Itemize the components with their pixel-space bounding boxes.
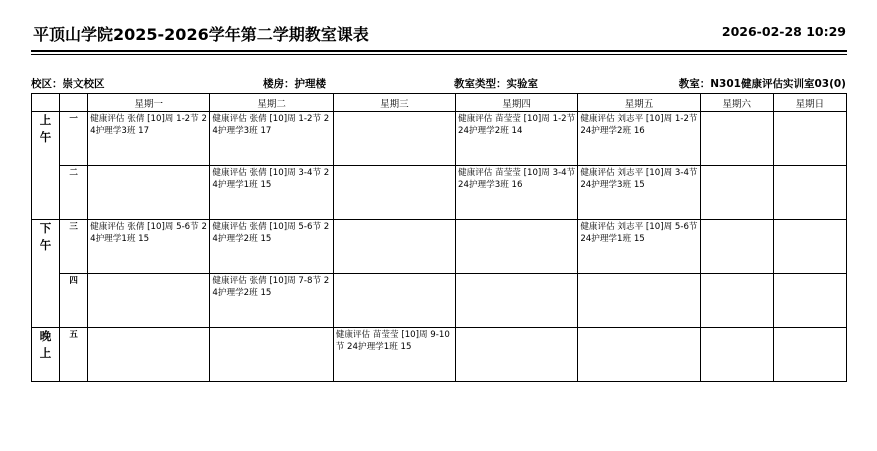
schedule-cell [210, 112, 333, 166]
course-entry: 健康评估 张倩 [10]周 7-8节 24护理学2班 15 [212, 276, 330, 298]
course-entry [578, 274, 699, 275]
day-header: 星期四 [456, 94, 578, 112]
header-rule-thick [31, 50, 847, 52]
course-entry [88, 274, 209, 275]
section-label: 五 [60, 328, 88, 382]
day-header: 星期五 [578, 94, 700, 112]
day-header: 星期二 [210, 94, 333, 112]
section-label: 三 [60, 220, 88, 274]
room-value: N301健康评估实训室03(0) [710, 78, 846, 90]
course-entry [701, 112, 773, 113]
schedule-cell [210, 274, 333, 328]
schedule-cell [700, 112, 773, 166]
course-entry [334, 274, 455, 275]
schedule-cell [578, 166, 700, 220]
schedule-cell [700, 328, 773, 382]
course-entry: 健康评估 刘志平 [10]周 1-2节 24护理学2班 16 [580, 114, 698, 136]
course-entry [456, 220, 577, 221]
course-entry [456, 274, 577, 275]
schedule-cell [700, 274, 773, 328]
corner-cell [32, 94, 60, 112]
room-type-info [454, 76, 538, 91]
period-afternoon: 下 午 [32, 220, 60, 328]
course-entry [88, 166, 209, 167]
campus-info [31, 76, 105, 91]
course-entry [701, 166, 773, 167]
schedule-cell [333, 328, 455, 382]
timetable-row [32, 220, 847, 274]
campus-label: 校区： [31, 78, 63, 90]
room-type-value: 实验室 [506, 78, 538, 90]
schedule-cell [88, 112, 210, 166]
schedule-cell [456, 166, 578, 220]
schedule-cell [773, 328, 846, 382]
room-type-label: 教室类型： [454, 78, 507, 90]
schedule-cell [333, 112, 455, 166]
course-entry [334, 166, 455, 167]
course-entry [774, 112, 846, 113]
schedule-cell [700, 220, 773, 274]
course-entry: 健康评估 苗莹莹 [10]周 9-10节 24护理学1班 15 [335, 330, 450, 352]
day-header: 星期日 [773, 94, 846, 112]
course-entry [334, 220, 455, 221]
schedule-cell [210, 220, 333, 274]
course-entry: 健康评估 张倩 [10]周 1-2节 24护理学3班 17 [212, 114, 330, 136]
course-entry [701, 220, 773, 221]
header-rule-thin [31, 54, 847, 55]
course-entry: 健康评估 张倩 [10]周 1-2节 24护理学3班 17 [90, 114, 207, 136]
schedule-cell [773, 220, 846, 274]
building-value: 护理楼 [294, 78, 326, 90]
schedule-cell [773, 274, 846, 328]
schedule-cell [456, 112, 578, 166]
course-entry [774, 328, 846, 329]
schedule-cell [88, 274, 210, 328]
schedule-cell [210, 166, 333, 220]
course-entry [456, 328, 577, 329]
period-evening: 晚 上 [32, 328, 60, 382]
period-morning: 上 午 [32, 112, 60, 220]
course-entry: 健康评估 刘志平 [10]周 3-4节 24护理学3班 15 [580, 168, 698, 190]
schedule-cell [578, 328, 700, 382]
course-entry [774, 166, 846, 167]
course-entry [88, 328, 209, 329]
schedule-cell [88, 166, 210, 220]
room-label: 教室： [678, 78, 711, 90]
schedule-cell [773, 166, 846, 220]
section-label: 二 [60, 166, 88, 220]
course-entry [334, 112, 455, 113]
day-header: 星期六 [700, 94, 773, 112]
section-label: 四 [60, 274, 88, 328]
schedule-cell [333, 166, 455, 220]
corner-cell [60, 94, 88, 112]
course-entry [210, 328, 332, 329]
schedule-cell [88, 328, 210, 382]
schedule-cell [578, 112, 700, 166]
schedule-cell [456, 328, 578, 382]
campus-value: 崇文校区 [62, 78, 105, 90]
room-info [679, 76, 846, 91]
course-entry [774, 220, 846, 221]
course-entry: 健康评估 刘志平 [10]周 5-6节 24护理学1班 15 [580, 222, 698, 244]
timetable-row [32, 166, 847, 220]
course-entry [578, 328, 699, 329]
schedule-cell [773, 112, 846, 166]
course-entry [701, 328, 773, 329]
section-label: 一 [60, 112, 88, 166]
schedule-cell [456, 274, 578, 328]
course-entry: 健康评估 苗莹莹 [10]周 1-2节 24护理学2班 14 [458, 114, 576, 136]
schedule-cell [210, 328, 333, 382]
course-entry [701, 274, 773, 275]
timetable-row [32, 112, 847, 166]
day-header-row [32, 94, 847, 112]
schedule-cell [333, 220, 455, 274]
timetable [31, 93, 847, 382]
course-entry [774, 274, 846, 275]
schedule-cell [578, 220, 700, 274]
schedule-cell [700, 166, 773, 220]
schedule-cell [88, 220, 210, 274]
timetable-row [32, 328, 847, 382]
print-datetime: 2026-02-28 10:29 [721, 24, 846, 39]
building-label: 楼房： [263, 78, 295, 90]
schedule-cell [333, 274, 455, 328]
course-entry: 健康评估 张倩 [10]周 3-4节 24护理学1班 15 [212, 168, 330, 190]
course-entry: 健康评估 张倩 [10]周 5-6节 24护理学2班 15 [212, 222, 330, 244]
course-entry: 健康评估 苗莹莹 [10]周 3-4节 24护理学3班 16 [458, 168, 576, 190]
schedule-cell [456, 220, 578, 274]
timetable-row [32, 274, 847, 328]
building-info [263, 76, 326, 91]
page-title: 平顶山学院2025-2026学年第二学期教室课表 [33, 25, 369, 44]
schedule-cell [578, 274, 700, 328]
course-entry: 健康评估 张倩 [10]周 5-6节 24护理学1班 15 [90, 222, 207, 244]
day-header: 星期三 [333, 94, 455, 112]
day-header: 星期一 [88, 94, 210, 112]
